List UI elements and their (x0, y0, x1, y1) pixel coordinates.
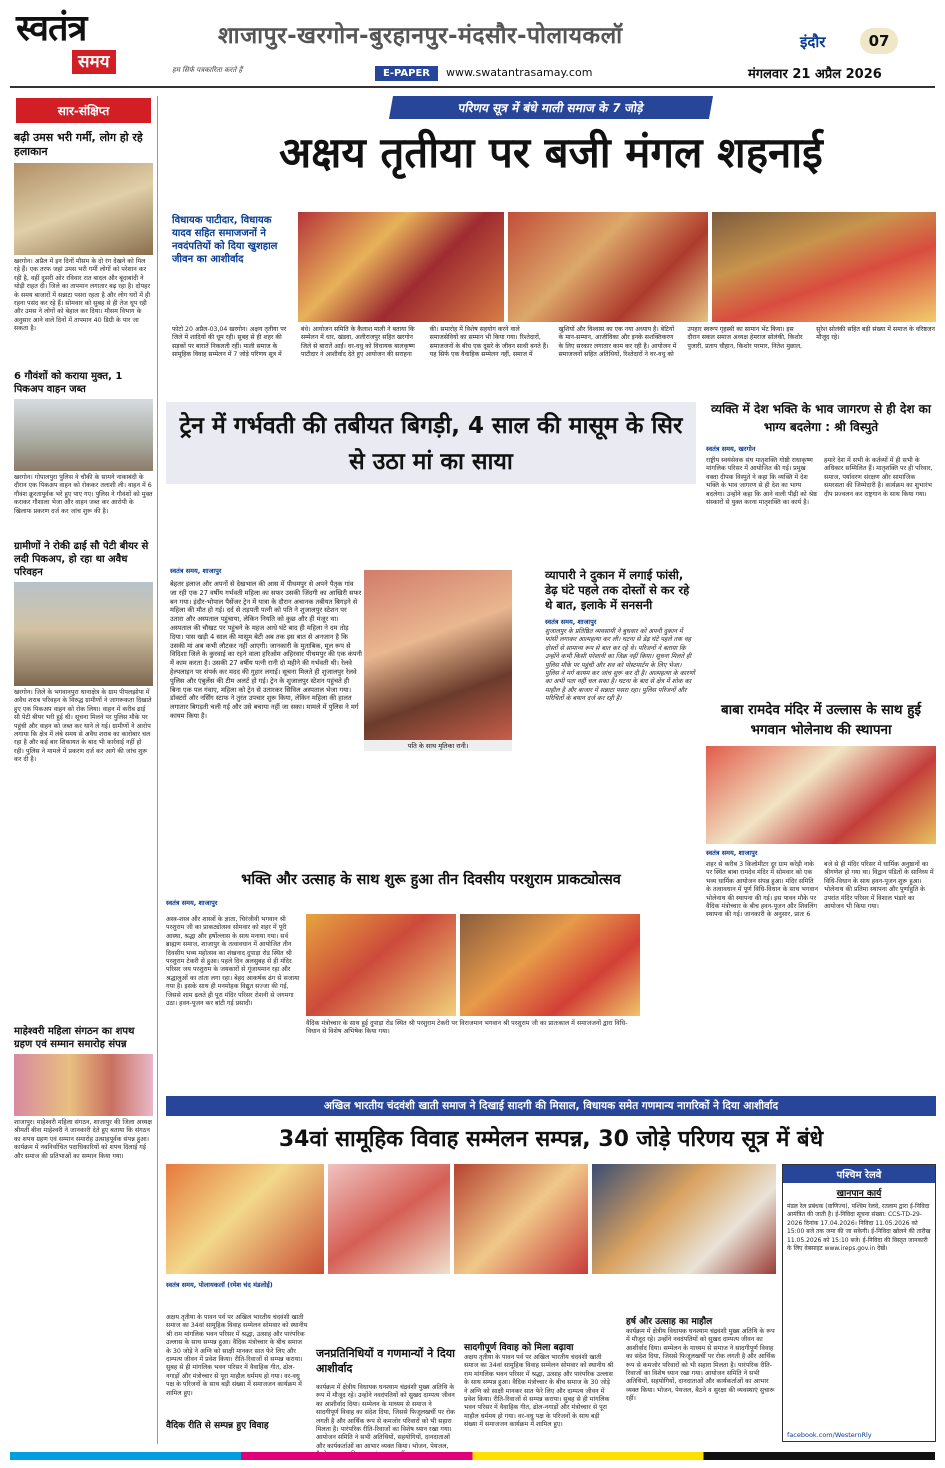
story2-headline: ट्रेन में गर्भवती की तबीयत बिगड़ी, 4 साल की मासूम के सिर से उठा मां का साया (166, 402, 696, 484)
story1-headline: अक्षय तृतीया पर बजी मंगल शहनाई (279, 128, 823, 177)
story5-headline: बाबा रामदेव मंदिर में उल्लास के साथ हुई भगवान भोलेनाथ की स्थापना (720, 702, 922, 738)
sidebar-photo-women (14, 1054, 153, 1116)
story3-text: शुजालपुर के प्रतिष्ठित व्यवसायी ने बुधवार को अपनी दुकान में फांसी लगाकर आत्महत्या कर ली। घटना से डेढ़ घंटे पहले तक वह दोस्तों से सामान्य रूप से बात कर रहे थे। परिजनों ने बताया कि उन्होंने कभी किसी परेशानी का जिक्र नहीं किया। सूचना मिलते ही पुलिस मौके पर पहुंची और शव को पोस्टमार्टम के लिए भेजा। पुलिस ने मर्ग कायम कर जांच शुरू कर दी है। आत्महत्या के कारणों का अभी पता नहीं चल सका है। घटना के बाद से क्षेत्र में शोक का माहौल है और बाजार में सन्नाटा पसरा रहा। पुलिस परिजनों और परिचितों के बयान दर्ज कर रही है। (545, 628, 695, 703)
story7-sub-leaders: जनप्रतिनिधियों व गणमान्यों ने दिया आशीर्वाद (316, 1347, 455, 1375)
logo-top: स्वतंत्र (16, 7, 87, 49)
story3-byline: स्वतंत्र समय, शाजापुर (545, 618, 597, 626)
story-akshay-tritiya (166, 96, 936, 358)
sidebar-story-4-headline: माहेश्वरी महिला संगठन का शपथ ग्रहण एवं सम्मान समारोह संपन्न (14, 1026, 135, 1050)
tagline: हम सिर्फ पत्रकारिता करते हैं (172, 66, 243, 74)
story3-headline: व्यापारी ने दुकान में लगाई फांसी, डेढ़ घंटे पहले तक दोस्तों से कर रहे थे बात, इलाके में सनसनी (545, 568, 690, 612)
sidebar-story-3-headline: ग्रामीणों ने रोकी ढाई सौ पेटी बीयर से लदी पिकअप, हो रहा था अवैध परिवहन (14, 541, 149, 578)
sidebar-story-1-headline: बढ़ी उमस भरी गर्मी, लोग हो रहे हलाकान (14, 131, 143, 158)
story5-byline: स्वतंत्र समय, शाजापुर (706, 849, 758, 857)
story6-photo-1 (306, 914, 456, 1016)
sidebar-story-3-text: खरगोन। जिले के भगवानपुरा थानाक्षेत्र के ग्राम पीपलझोपा में अवैध शराब परिवहन के विरुद्ध ग्रामीणों ने जागरूकता दिखाते हुए एक पिकअप वाहन को रोक लिया। वाहन में करीब ढाई सौ पेटी बीयर भरी हुई थी। सूचना मिलने पर पुलिस मौके पर पहुंची और वाहन को जब्त कर थाने ले गई। ग्रामीणों ने आरोप लगाया कि क्षेत्र में लंबे समय से अवैध शराब का कारोबार चल रहा है और कई बार शिकायत के बाद भी कार्रवाई नहीं हो रही। पुलिस ने मामले में प्रकरण दर्ज कर आगे की जांच शुरू कर दी है। (14, 689, 152, 764)
cities-header: शाजापुर-खरगोन-बुरहानपुर-मंदसौर-पोलायकलॉ (218, 23, 623, 49)
story2-photo (364, 570, 512, 740)
sidebar-story-4-text: शाजापुर। माहेश्वरी महिला संगठन, शाजापुर की जिला अध्यक्ष श्रीमती बीना माहेश्वरी ने जानकारी देते हुए बताया कि संगठन का शपथ ग्रहण एवं सम्मान समारोह उत्साहपूर्वक संपन्न हुआ। कार्यक्रम में नवनिर्वाचित पदाधिकारियों को शपथ दिलाई गई और समाज की प्रतिभाओं का सम्मान किया गया। (14, 1119, 152, 1160)
sidebar-story-1-text: खरगोन। अप्रैल में इन दिनों मौसम के दो रंग देखने को मिल रहे हैं। एक तरफ जहां उमस भरी गर्मी लोगों को परेशान कर रही है, वहीं दूसरी ओर रविवार रात बादल और बूंदाबांदी ने थोड़ी राहत दी। जिले का तापमान लगातार बढ़ रहा है। दोपहर के समय बाजारों में सन्नाटा पसरा रहता है और लोग घरों में ही रहना पसंद कर रहे हैं। सोमवार को सुबह से ही तेज धूप रही और उमस ने लोगों को बेहाल कर दिया। मौसम विभाग के अनुसार आने वाले दिनों में तापमान 40 डिग्री के पार जा सकता है। (14, 258, 151, 333)
website[interactable]: www.swatantrasamay.com (446, 66, 593, 79)
sidebar-photo-police (14, 399, 153, 471)
sidebar (10, 96, 158, 1444)
railway-ad (782, 1164, 936, 1442)
story5-photo (706, 746, 936, 844)
story2-byline: स्वतंत्र समय, शाजापुर (170, 567, 222, 575)
sidebar-photo-heat (14, 163, 153, 255)
story7-photo-3 (454, 1164, 588, 1274)
story7-photo-1 (166, 1164, 324, 1274)
story1-kicker: परिणय सूत्र में बंधे माली समाज के 7 जोड़े (389, 96, 713, 119)
color-bar (10, 1452, 935, 1460)
story1-photo-2 (508, 212, 708, 322)
story4-byline: स्वतंत्र समय, खरगोन (706, 445, 756, 453)
logo (16, 8, 156, 78)
ad-footer: facebook.com/WesternRly (787, 1431, 872, 1439)
story6-caption: वैदिक मंत्रोच्चार के साथ हुई दुपाड़ा रोड स्थित श्री परशुराम टेकरी पर विराजमान भगवान श्री परशुराम जी का प्रातःकाल में समाजजनों द्वारा विधि-विधान से विशेष अभिषेक किया गया। (306, 1020, 628, 1036)
sidebar-photo-villagers (14, 582, 153, 686)
story2-text: बेहतर इलाज और अपनों से देखभाल की आस में पीथमपुर से अपने पैतृक गांव जा रही एक 27 वर्षीय गर्भवती महिला का सफर उसकी जिंदगी का आखिरी सफर बन गया। इंदौर-भोपाल पैसेंजर ट्रेन में यात्रा के दौरान अचानक तबीयत बिगड़ने से महिला की मौत हो गई। दर्द से तड़पती पत्नी को पति ने शुजालपुर स्टेशन पर उतारा और अस्पताल पहुंचाया, लेकिन नियति को कुछ और ही मंजूर था। अस्पताल की चौखट पर पहुंचने के महज आधे घंटे बाद ही महिला ने दम तोड़ दिया। पास खड़ी 4 साल की मासूम बेटी अब तक इस बात से अनजान है कि उसकी मां अब कभी लौटकर नहीं आएगी। जानकारी के मुताबिक, मूल रूप से विदिशा जिले के कुरवाई का रहने वाला हरिओम अहिरवार पीथमपुर की एक कंपनी में काम करता है। उसकी 27 वर्षीय पत्नी रानी दो महीने की गर्भवती थी। रेलवे हेल्पलाइन पर संपर्क कर मदद की गुहार लगाई। सूचना मिलते ही शुजालपुर रेलवे पुलिस और एंबुलेंस की टीम अलर्ट हो गई। ट्रेन के शुजालपुर स्टेशन पहुंचते ही बिना एक पल गंवाए, महिला को ट्रेन से उतारकर सिविल अस्पताल भेजा गया। डॉक्टरों और नर्सिंग स्टाफ ने तुरंत उपचार शुरू किया, लेकिन महिला की हालत लगातार बिगड़ती चली गई और उसे बचाया नहीं जा सका। मामले में पुलिस ने मर्ग कायम किया है। (170, 580, 362, 720)
masthead-rule (10, 86, 935, 88)
sidebar-story-2-headline: 6 गौवंशों को कराया मुक्त, 1 पिकअप वाहन जब्त (14, 371, 123, 395)
story7-byline: स्वतंत्र समय, पोलायकलॉ (रमेश चंद मंडलोई) (166, 1281, 273, 1289)
logo-bottom: समय (72, 50, 116, 74)
sidebar-story-2-text: खरगोन। गोपालपुरा पुलिस ने चौकी के सामने नाकाबंदी के दौरान एक पिकअप वाहन को रोककर तलाशी ली। वाहन में 6 गौवंश क्रूरतापूर्वक भरे हुए पाए गए। पुलिस ने गौवंशों को मुक्त कराकर गौशाला भेजा और वाहन जब्त कर आरोपी के खिलाफ प्रकरण दर्ज कर जांच शुरू की है। (14, 474, 153, 515)
story7-text-4: कार्यक्रम में क्षेत्रीय विधायक घनश्याम चंद्रवंशी मुख्य अतिथि के रूप में मौजूद रहे। उन्होंने नवदंपतियों को सुखद दाम्पत्य जीवन का आशीर्वाद दिया। सम्मेलन के माध्यम से समाज ने सादगीपूर्ण विवाह का संदेश दिया, जिससे फिजूलखर्ची पर रोक लगती है और आर्थिक रूप से कमजोर परिवारों को भी सहारा मिलता है। पारंपरिक रीति-रिवाजों का विशेष ध्यान रखा गया। आयोजन समिति ने सभी अतिथियों, सहयोगियों, दानदाताओं और कार्यकर्ताओं का आभार व्यक्त किया। भोजन, पेयजल, बैठने व सुरक्षा की व्यवस्थाएं सुचारू रहीं। (626, 1328, 776, 1403)
story7-text-2: कार्यक्रम में क्षेत्रीय विधायक घनश्याम चंद्रवंशी मुख्य अतिथि के रूप में मौजूद रहे। उन्होंने नवदंपतियों को सुखद दाम्पत्य जीवन का आशीर्वाद दिया। सम्मेलन के माध्यम से समाज ने सादगीपूर्ण विवाह का संदेश दिया, जिससे फिजूलखर्ची पर रोक लगती है और आर्थिक रूप से कमजोर परिवारों को भी सहारा मिलता है। पारंपरिक रीति-रिवाजों का विशेष ध्यान रखा गया। आयोजन समिति ने सभी अतिथियों, सहयोगियों, दानदाताओं और कार्यकर्ताओं का आभार व्यक्त किया। भोजन, पेयजल, (316, 1384, 455, 1450)
masthead (0, 0, 945, 88)
story7-text-3: अक्षय तृतीया के पावन पर्व पर अखिल भारतीय चंदवंशी खाती समाज का 34वां सामूहिक विवाह सम्मेलन सोमवार को स्थानीय श्री राम मांगलिक भवन परिसर में श्रद्धा, उत्साह और पारंपरिक उल्लास के साथ सम्पन्न हुआ। वैदिक मंत्रोच्चार के बीच समाज के 30 जोड़े ने अग्नि को साक्षी मानकर सात फेरे लिए और दाम्पत्य जीवन में प्रवेश किया। रीति-रिवाजों से सम्पन्न कराया। सुबह से ही मांगलिक भवन परिसर में वैवाहिक गीत, ढोल-नगाड़ों और मंत्रोच्चार से पूरा माहौल धर्ममय हो गया। वर-वधु पक्ष के परिजनों के साथ बड़ी संख्या में समाजजन कार्यक्रम में शामिल हुए। (464, 1354, 614, 1429)
story1-text: फोटो 20 अप्रैल-03,04 खरगोन। अक्षय तृतीया पर जिले में शादियों की धूम रही। सुबह से ही शहर की सड़कों पर बारातें निकलती रहीं। माली समाज के सामूहिक विवाह सम्मेलन में 7 जोड़े परिणय सूत्र में बंधे। आयोजन समिति के कैलाश माली ने बताया कि सम्मेलन में धार, खंडवा, अलीराजपुर सहित खरगोन जिले से बारातें आईं। वर-वधु को विधायक बालकृष्ण पाटीदार ने आशीर्वाद देते हुए आयोजन की सराहना की। समारोह में विशेष सहयोग करने वाले समाजसेवियों का सम्मान भी किया गया। रिश्तेदारों, समाजजनों के बीच एक दूसरे के जीवन साथी बनते हैं। यह सिर्फ एक वैवाहिक सम्मेलन नहीं, समाज में खुशियों और विश्वास का एक नया अध्याय है। बेटियों के मान-सम्मान, आजीविका और इनके सशक्तिकरण के लिए सरकार लगातार काम कर रही है। आयोजन में समाजजनों सहित अतिथियों, रिश्तेदारों ने वर-वधु को उपहार स्वरूप गृहस्थी का सामान भेंट किया। इस दौरान सकल समाज अध्यक्ष हेमराज सोलंकी, किशोर पुजारी, प्रताप चौहान, किशोर परमार, नितेश मुछाल, सुरेश सोलंकी सहित बड़ी संख्या में समाज के वरिष्ठजन मौजूद रहे। (172, 326, 935, 358)
story6-text-left: अस्त्र-शस्त्र और शास्त्रों के ज्ञाता, चिरंजीवी भगवान श्री परशुराम जी का प्राकट्योत्सव सोमवार को शहर में पूरी आस्था, श्रद्धा और हर्षोल्लास के साथ मनाया गया। सर्व ब्राह्मण समाज, शाजापुर के तत्वावधान में आयोजित तीन दिवसीय भव्य महोत्सव का शंखनाद दुपाड़ा रोड स्थित श्री परशुराम टेकरी से हुआ। पहले दिन अलसुबह से ही मंदिर परिसर जय परशुराम के जयकारों से गूंजायमान रहा और श्रद्धालुओं का तांता लगा रहा। बेहद आकर्षक ढंग से सजाया गया है। इसके साथ ही मनमोहक विद्युत सज्जा की गई, जिससे शाम ढलते ही पूरा मंदिर परिसर रोशनी से जगमगा उठा। हवन-पूजन कर बांटी गई प्रसादी। (166, 916, 300, 1008)
sidebar-title: सार-संक्षिप्त (16, 98, 151, 123)
story7-sub-simple: सादगीपूर्ण विवाह को मिला बढ़ावा (464, 1343, 574, 1353)
story2-caption: पति के साथ मृतिका रानी। (364, 740, 512, 751)
epaper-label: E-PAPER (375, 66, 438, 81)
page-number: 07 (860, 28, 898, 54)
story7-body (166, 1280, 778, 1450)
story7-photo-2 (328, 1164, 450, 1274)
story7-kicker: अखिल भारतीय चंदवंशी खाती समाज ने दिखाई सादगी की मिसाल, विधायक समेत गणमान्य नागरिकों ने दिया आशीर्वाद (166, 1096, 936, 1116)
story-merchant (545, 568, 697, 850)
story6-photo-2 (460, 914, 640, 1016)
story6-headline: भक्ति और उत्साह के साथ शुरू हुआ तीन दिवसीय परशुराम प्राकट्योत्सव (241, 872, 621, 888)
ad-text: मंडल रेल प्रबंधक (वाणिज्य), पश्चिम रेलवे, रतलाम द्वारा ई-निविदा आमंत्रित की जाती है। ई-निविदा सूचना संख्या: CCS-TD-29-2026 दिनांक 17.04.2026। निविदा 11.05.2026 को 15:00 बजे तक जमा की जा सकेगी। ई-निविदा खोलने की तारीख 11.05.2026 को 15:10 बजे। ई-निविदा की विस्तृत जानकारी के लिए वेबसाइट www.ireps.gov.in देखें। (787, 1203, 931, 1253)
story-ramdev (706, 700, 936, 1055)
story5-text: शहर से करीब 3 किलोमीटर दूर ग्राम करेड़ी नाके पर स्थित बाबा रामदेव मंदिर में सोमवार को एक भव्य धार्मिक आयोजन संपन्न हुआ। मंदिर समिति के तत्वावधान में पूर्ण विधि-विधान के साथ भगवान भोलेनाथ की स्थापना की गई। इस पावन मौके पर वैदिक मंत्रोच्चार के बीच हवन-पूजन और शिवलिंग स्थापना की गई। जानकारी के अनुसार, प्रातः 6 बजे से ही मंदिर परिसर में धार्मिक अनुष्ठानों का श्रीगणेश हो गया था। विद्वान पंडितों के सानिध्य में विधि-विधान के साथ हवन-पूजन शुरू हुआ। भोलेनाथ की प्रतिमा स्थापना और पूर्णाहुति के उपरांत मंदिर परिसर में विशाल भंडारे का आयोजन भी किया गया। (706, 861, 934, 919)
ad-org: पश्चिम रेलवे (783, 1165, 935, 1183)
story-parshuram (166, 870, 696, 1090)
ad-title: खानपान कार्य (836, 1189, 882, 1199)
story6-byline: स्वतंत्र समय, शाजापुर (166, 899, 218, 907)
story7-headline: 34वां सामूहिक विवाह सम्मेलन सम्पन्न, 30 जोड़े परिणय सूत्र में बंधे (278, 1127, 824, 1152)
story-deshbhakti (706, 400, 936, 720)
story4-text: राष्ट्रीय स्वयंसेवक संघ मातृशक्ति गोष्ठी राधाकृष्ण मांगलिक परिसर में आयोजित की गई। प्रमुख वक्ता दीपक विस्पुते ने कहा कि व्यक्ति में देश भक्ति के भाव जागरण से ही देश का भाग्य बदलेगा। उन्होंने कहा कि आने वाली पीढ़ी को श्रेष्ठ संस्कारों से युक्त करना मातृशक्ति का कार्य है। हमारे देश में सभी के कर्तव्यों में ही सभी के अधिकार सम्मिलित हैं। मातृशक्ति पर ही परिवार, समाज, पर्यावरण संरक्षण और सामाजिक समरसता की जिम्मेदारी है। कार्यक्रम का शुभारंभ दीप प्रज्वलन कर राष्ट्रगान के साथ किया गया। (706, 457, 933, 507)
story7-sub-vedic: वैदिक रीति से सम्पन्न हुए विवाह (166, 1421, 269, 1431)
story7-photo-4 (592, 1164, 776, 1274)
story7-text-1: अक्षय तृतीया के पावन पर्व पर अखिल भारतीय चंदवंशी खाती समाज का 34वां सामूहिक विवाह सम्मेलन सोमवार को स्थानीय श्री राम मांगलिक भवन परिसर में श्रद्धा, उत्साह और पारंपरिक उल्लास के साथ सम्पन्न हुआ। वैदिक मंत्रोच्चार के बीच समाज के 30 जोड़े ने अग्नि को साक्षी मानकर सात फेरे लिए और दाम्पत्य जीवन में प्रवेश किया। रीति-रिवाजों से सम्पन्न कराया। सुबह से ही मांगलिक भवन परिसर में वैवाहिक गीत, ढोल-नगाड़ों और मंत्रोच्चार से पूरा माहौल धर्ममय हो गया। वर-वधु पक्ष के परिजनों के साथ बड़ी संख्या में समाजजन कार्यक्रम में शामिल हुए। (166, 1314, 308, 1397)
story7-sub-joy: हर्ष और उत्साह का माहौल (626, 1317, 713, 1327)
date: मंगलवार 21 अप्रैल 2026 (748, 67, 882, 82)
story1-photo-3 (712, 212, 936, 322)
story1-deck: विधायक पाटीदार, विधायक यादव सहित समाजजनों ने नवदंपतियों को दिया खुशहाल जीवन का आशीर्वाद (172, 215, 278, 265)
story1-photo-1 (298, 212, 504, 322)
story4-headline: व्यक्ति में देश भक्ति के भाव जागरण से ही देश का भाग्य बदलेगा : श्री विस्पुते (711, 402, 931, 434)
edition: इंदौर (800, 33, 826, 51)
